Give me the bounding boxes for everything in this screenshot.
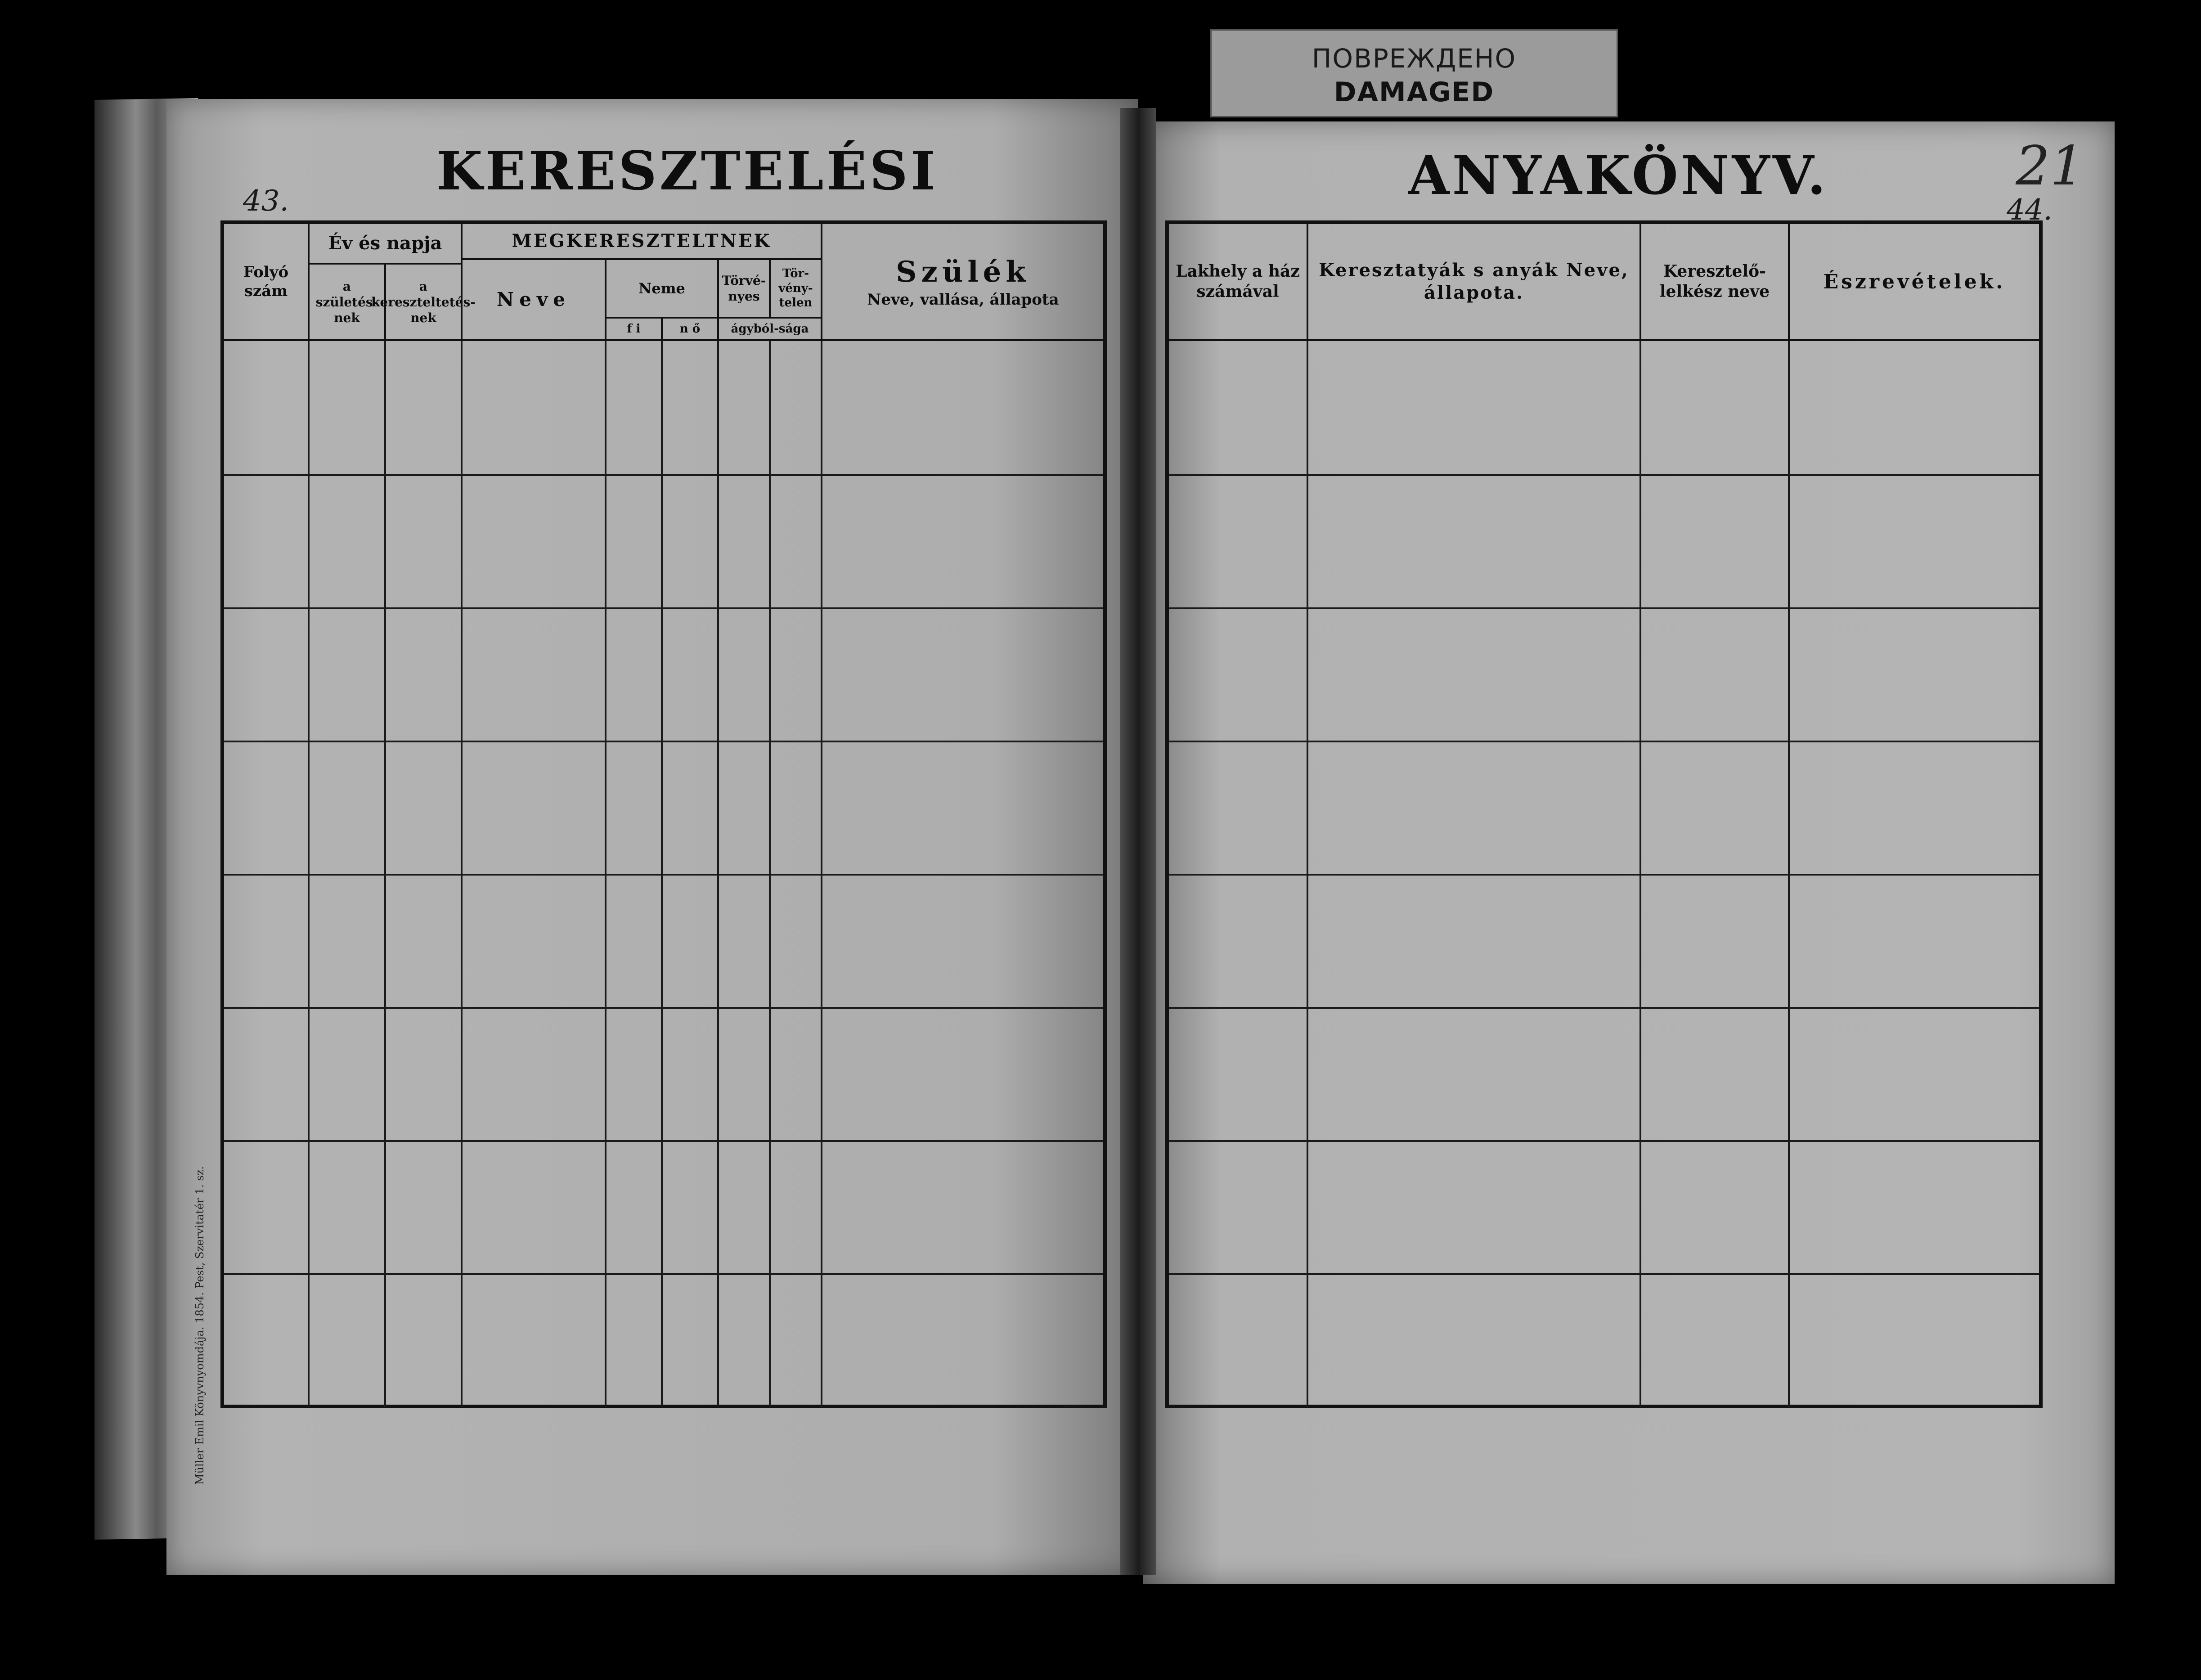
baptism-register-table-left — [220, 220, 1107, 1408]
row-divider — [224, 474, 1103, 476]
row-divider — [1169, 741, 2039, 742]
row-divider — [224, 1273, 1103, 1275]
col-header-ev-napja: Év és napja — [310, 224, 463, 265]
col-header-neve: Neve — [463, 260, 606, 341]
row-divider — [224, 1140, 1103, 1142]
baptism-register-table-right — [1165, 220, 2043, 1408]
col-header-neme: Neme — [606, 260, 719, 319]
left-title: KERESZTELÉSI — [436, 139, 938, 202]
col-header-fi: f i — [606, 319, 663, 341]
row-divider — [1169, 474, 2039, 476]
row-divider — [224, 607, 1103, 609]
col-header-megkereszteltnek: MEGKERESZTELTNEK — [463, 224, 822, 260]
row-divider — [1169, 874, 2039, 876]
col-header-no: n ő — [663, 319, 719, 341]
col-header-eszrevetelek: Észrevételek. — [1790, 224, 2039, 341]
col-header-lakhely: Lakhely a ház számával — [1169, 224, 1308, 341]
col-header-torvenyes: Törvé-nyes — [719, 260, 771, 319]
book-gutter — [1120, 108, 1156, 1575]
damaged-label — [1210, 29, 1618, 117]
col-header-kereszt-lelkesz: Keresztelő-lelkész neve — [1641, 224, 1790, 341]
col-header-torvenytelen: Tör-vény-telen — [771, 260, 822, 319]
row-divider — [1169, 607, 2039, 609]
right-page-number: 44. — [2007, 193, 2053, 227]
printer-imprint: Müller Emil Könyvnyomdája. 1854. Pest, Szervitatér 1. sz. — [193, 1166, 206, 1485]
row-divider — [224, 874, 1103, 876]
szulek-title: Szülék — [896, 255, 1030, 289]
row-divider — [1169, 1273, 2039, 1275]
col-header-keresztelesnek: a kereszteltetés-nek — [386, 265, 463, 341]
handwritten-page-number: 21 — [2016, 135, 2084, 198]
col-header-szulek — [822, 224, 1104, 341]
damaged-label-en: DAMAGED — [1334, 76, 1495, 108]
szulek-subtitle: Neve, vallása, állapota — [867, 290, 1059, 309]
damaged-label-ru: ПОВРЕЖДЕНО — [1312, 43, 1517, 74]
row-divider — [224, 1007, 1103, 1009]
col-header-szuletesnek: a születés-nek — [310, 265, 386, 341]
col-header-agybolisaga: ágyból-sága — [719, 319, 822, 341]
row-divider — [1169, 1007, 2039, 1009]
row-divider — [224, 741, 1103, 742]
row-divider — [1169, 1140, 2039, 1142]
col-header-keresztatyak: Keresztatyák s anyák Neve, állapota. — [1308, 224, 1641, 341]
col-header-folyo: Folyó szám — [224, 224, 310, 341]
left-page-number: 43. — [243, 184, 289, 218]
right-title: ANYAKÖNYV. — [1408, 144, 1828, 207]
